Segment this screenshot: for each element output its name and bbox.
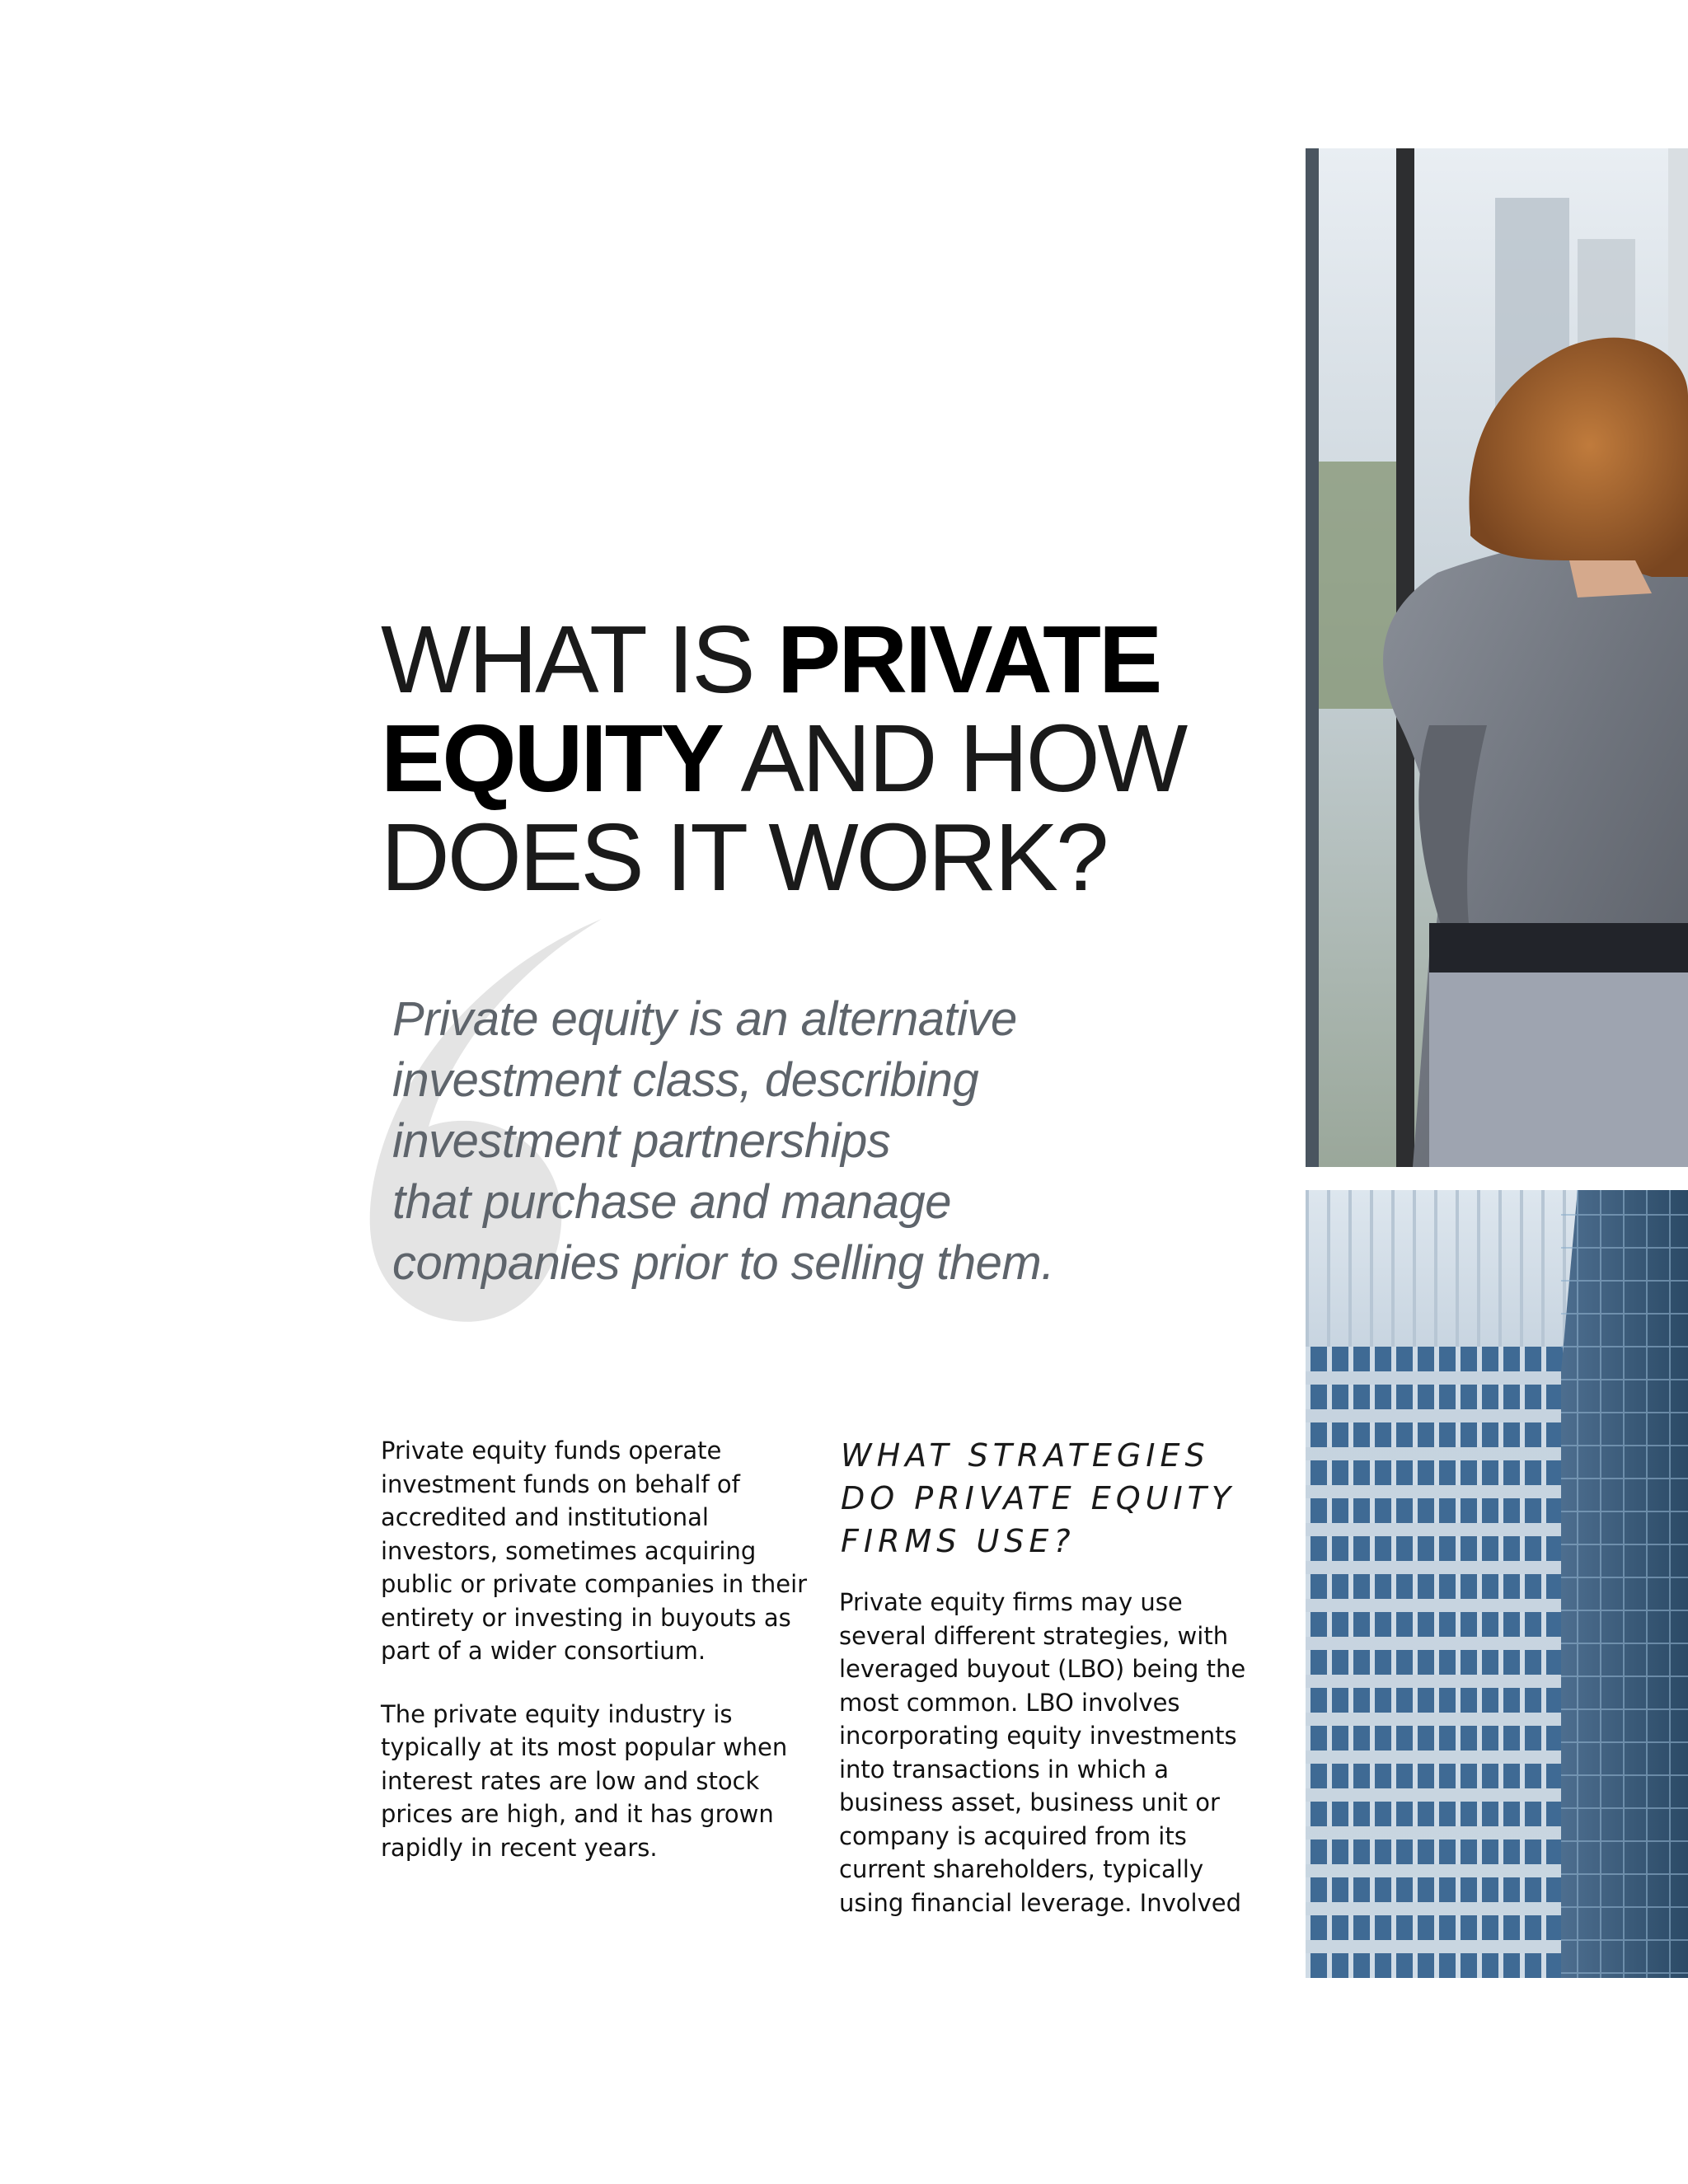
right-column xyxy=(839,1434,1251,1919)
headline-line-2: EQUITY AND HOW xyxy=(381,705,1186,812)
pull-quote-line: that purchase and manage xyxy=(392,1175,952,1229)
body-paragraph: The private equity industry is typically at its most popular when interest rates are low and stock prices are high, and it has grown rapidly in recent years. xyxy=(381,1699,788,1862)
headline-line-3: DOES IT WORK? xyxy=(381,804,1107,911)
pull-quote-line: Private equity is an alternative xyxy=(392,992,1017,1046)
pull-quote-line: investment class, describing xyxy=(392,1053,979,1107)
left-column xyxy=(381,1434,809,1864)
body-paragraph: Private equity funds operate investment funds on behalf of accredited and institutional investors, sometimes acquiring public or private companies in their entirety or investing in buyouts as part of a wider consortium. xyxy=(381,1436,808,1665)
pull-quote-line: investment partnerships xyxy=(392,1114,891,1168)
photo-office-building xyxy=(1306,1190,1688,1978)
page-headline xyxy=(381,606,1238,911)
photo-businesswoman xyxy=(1306,148,1688,1167)
section-subheading: WHAT STRATEGIES DO PRIVATE EQUITY FIRMS USE? xyxy=(841,1437,1236,1559)
headline-line-1: WHAT IS PRIVATE xyxy=(381,606,1160,713)
pull-quote-line: companies prior to selling them. xyxy=(392,1236,1054,1290)
body-paragraph: Private equity firms may use several different strategies, with leveraged buyout (LBO) being the most common. LBO involves incorporating equity investments into transactions in which a business asset, business unit or company is acquired from its current shareholders, typically using financial leverage. Involved xyxy=(839,1588,1246,1917)
pull-quote xyxy=(392,989,1233,1294)
